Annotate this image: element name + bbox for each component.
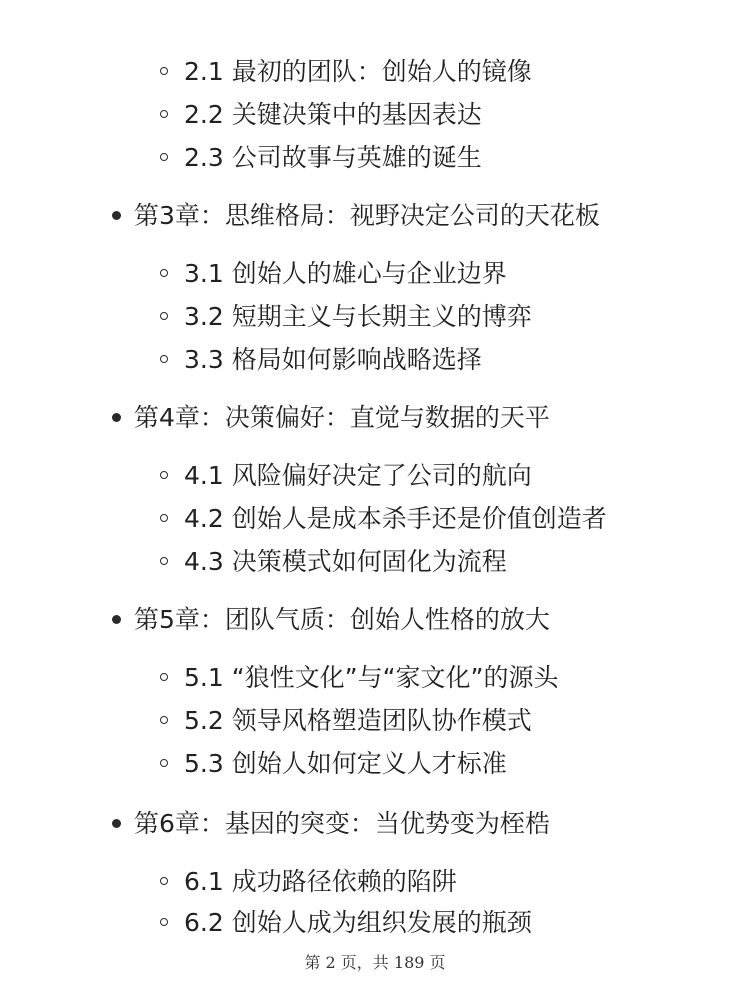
solid-bullet-icon bbox=[112, 413, 121, 422]
hollow-bullet-icon bbox=[160, 673, 168, 681]
toc-section-6-1[interactable] bbox=[160, 864, 457, 900]
section-title: 5.1 “狼性文化”与“家文化”的源头 bbox=[184, 663, 559, 692]
section-title: 3.3 格局如何影响战略选择 bbox=[184, 345, 482, 374]
toc-section-2-1[interactable] bbox=[160, 54, 532, 90]
section-title: 6.2 创始人成为组织发展的瓶颈 bbox=[184, 908, 532, 937]
toc-section-3-2[interactable] bbox=[160, 299, 532, 335]
hollow-bullet-icon bbox=[160, 877, 168, 885]
chapter-title: 第4章：决策偏好：直觉与数据的天平 bbox=[134, 403, 550, 432]
hollow-bullet-icon bbox=[160, 471, 168, 479]
section-title: 5.3 创始人如何定义人才标准 bbox=[184, 749, 507, 778]
hollow-bullet-icon bbox=[160, 514, 168, 522]
section-title: 2.3 公司故事与英雄的诞生 bbox=[184, 143, 482, 172]
solid-bullet-icon bbox=[112, 819, 121, 828]
page-indicator: 第 2 页，共 189 页 bbox=[304, 953, 446, 972]
section-title: 5.2 领导风格塑造团队协作模式 bbox=[184, 706, 532, 735]
toc-section-4-3[interactable] bbox=[160, 544, 507, 580]
section-title: 2.2 关键决策中的基因表达 bbox=[184, 100, 482, 129]
hollow-bullet-icon bbox=[160, 759, 168, 767]
hollow-bullet-icon bbox=[160, 716, 168, 724]
hollow-bullet-icon bbox=[160, 269, 168, 277]
solid-bullet-icon bbox=[112, 211, 121, 220]
chapter-title: 第6章：基因的突变：当优势变为桎梏 bbox=[134, 809, 550, 838]
hollow-bullet-icon bbox=[160, 67, 168, 75]
chapter-title: 第3章：思维格局：视野决定公司的天花板 bbox=[134, 201, 600, 230]
hollow-bullet-icon bbox=[160, 918, 168, 926]
hollow-bullet-icon bbox=[160, 355, 168, 363]
section-title: 3.1 创始人的雄心与企业边界 bbox=[184, 259, 507, 288]
toc-section-4-1[interactable] bbox=[160, 458, 532, 494]
section-title: 6.1 成功路径依赖的陷阱 bbox=[184, 867, 457, 896]
hollow-bullet-icon bbox=[160, 557, 168, 565]
toc-section-2-3[interactable] bbox=[160, 140, 482, 176]
section-title: 4.3 决策模式如何固化为流程 bbox=[184, 547, 507, 576]
toc-section-5-3[interactable] bbox=[160, 746, 507, 782]
toc-chapter-5[interactable] bbox=[112, 602, 550, 638]
toc-section-6-2[interactable] bbox=[160, 905, 532, 941]
section-title: 2.1 最初的团队：创始人的镜像 bbox=[184, 57, 532, 86]
toc-section-5-1[interactable] bbox=[160, 660, 559, 696]
section-title: 4.1 风险偏好决定了公司的航向 bbox=[184, 461, 532, 490]
hollow-bullet-icon bbox=[160, 110, 168, 118]
toc-chapter-6[interactable] bbox=[112, 806, 550, 842]
hollow-bullet-icon bbox=[160, 153, 168, 161]
section-title: 3.2 短期主义与长期主义的博弈 bbox=[184, 302, 532, 331]
toc-chapter-4[interactable] bbox=[112, 400, 550, 436]
toc-section-3-1[interactable] bbox=[160, 256, 507, 292]
toc-section-5-2[interactable] bbox=[160, 703, 532, 739]
toc-section-4-2[interactable] bbox=[160, 501, 607, 537]
hollow-bullet-icon bbox=[160, 312, 168, 320]
solid-bullet-icon bbox=[112, 615, 121, 624]
toc-section-2-2[interactable] bbox=[160, 97, 482, 133]
toc-chapter-3[interactable] bbox=[112, 198, 600, 234]
toc-section-3-3[interactable] bbox=[160, 342, 482, 378]
section-title: 4.2 创始人是成本杀手还是价值创造者 bbox=[184, 504, 607, 533]
page-footer bbox=[0, 950, 750, 973]
chapter-title: 第5章：团队气质：创始人性格的放大 bbox=[134, 605, 550, 634]
